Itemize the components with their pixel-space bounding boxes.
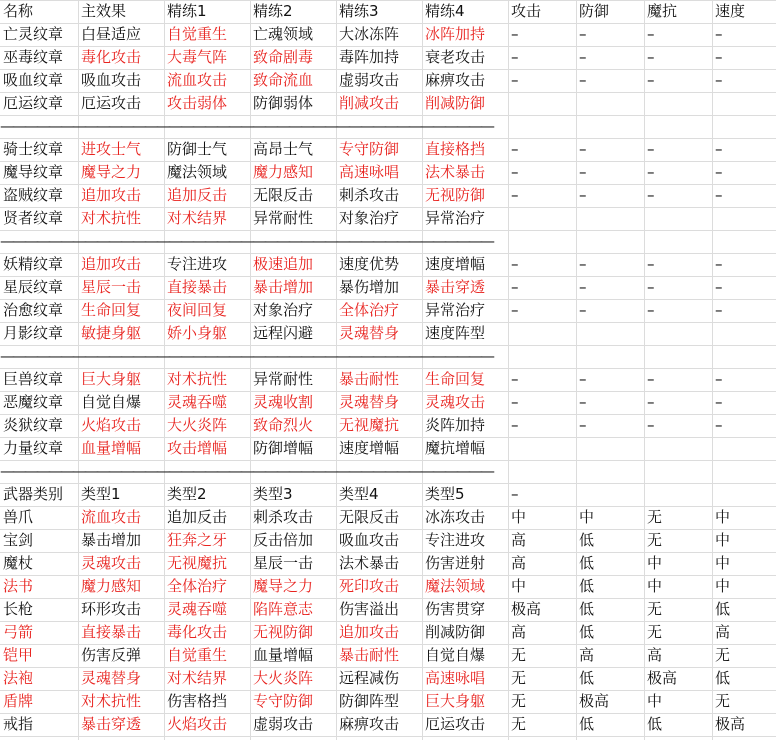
weapon-row-cell-7[interactable]: 低	[579, 623, 595, 641]
weapon-row-cell-8[interactable]: 低	[647, 715, 663, 733]
weapon-row-cell-6[interactable]: 高	[511, 531, 527, 549]
emblem-row-cell-6[interactable]: –	[511, 71, 519, 89]
emblem-row-cell-1[interactable]: 追加攻击	[81, 255, 142, 273]
emblem-row-cell-7[interactable]	[576, 92, 644, 115]
weapon-row-cell-7[interactable]: 低	[579, 715, 595, 733]
weapon-row-cell-9[interactable]: 中	[715, 508, 731, 526]
emblem-row-cell-2[interactable]: 夜间回复	[167, 301, 228, 319]
emblem-row-cell-9[interactable]	[712, 437, 776, 460]
emblem-row-cell-5[interactable]: 法术暴击	[425, 163, 486, 181]
weapon-row-cell-8[interactable]: 无	[647, 531, 663, 549]
weapon-row-cell-7[interactable]: 低	[579, 600, 595, 618]
emblem-row-cell-0[interactable]: 力量纹章	[3, 439, 64, 457]
weapon-row-cell-6[interactable]: 中	[511, 577, 527, 595]
weapons-header-row-cell-3[interactable]: 类型3	[253, 485, 293, 503]
weapon-row-cell-3[interactable]: 陷阵意志	[253, 600, 314, 618]
weapon-row-cell-3[interactable]: 反击倍加	[253, 531, 314, 549]
emblem-row-cell-1[interactable]: 对术抗性	[81, 209, 142, 227]
emblem-row-cell-3[interactable]: 异常耐性	[253, 209, 314, 227]
weapon-row-cell-6[interactable]: 无	[511, 715, 527, 733]
weapon-row-cell-0[interactable]: 法书	[3, 577, 34, 595]
weapon-row-cell-0[interactable]: 兽爪	[3, 508, 34, 526]
emblem-row-cell-7[interactable]	[576, 322, 644, 345]
emblem-row-cell-5[interactable]: 麻痹攻击	[425, 71, 486, 89]
separator-row: —————————————————————————————————————————	[0, 347, 492, 365]
emblem-row-cell-8[interactable]	[644, 92, 712, 115]
emblem-row-cell-8[interactable]: –	[647, 255, 655, 273]
emblem-row-cell-3[interactable]: 致命烈火	[253, 416, 314, 434]
weapon-row-cell-6[interactable]: 高	[511, 554, 527, 572]
weapon-row-cell-8[interactable]: 高	[647, 646, 663, 664]
emblem-row-cell-6[interactable]	[508, 322, 576, 345]
emblem-row-cell-2[interactable]: 魔法领域	[167, 163, 228, 181]
emblem-row-cell-8[interactable]: –	[647, 278, 655, 296]
emblem-row-cell-6[interactable]: –	[511, 140, 519, 158]
emblem-row-cell-9[interactable]: –	[715, 301, 723, 319]
emblem-row-cell-7[interactable]	[576, 207, 644, 230]
emblem-row-cell-7[interactable]: –	[579, 278, 587, 296]
weapon-row-cell-5[interactable]: 自觉自爆	[425, 646, 486, 664]
weapon-row-cell-9[interactable]: 低	[715, 600, 731, 618]
emblem-row-cell-9[interactable]: –	[715, 163, 723, 181]
emblem-row-cell-1[interactable]: 生命回复	[81, 301, 142, 319]
emblem-row-cell-5[interactable]: 无视防御	[425, 186, 486, 204]
emblem-row-cell-2[interactable]: 追加反击	[167, 186, 228, 204]
emblem-row-cell-1[interactable]: 血量增幅	[81, 439, 142, 457]
emblem-row-cell-5[interactable]: 速度增幅	[425, 255, 486, 273]
emblem-row-cell-1[interactable]: 白昼适应	[81, 25, 142, 43]
emblem-row-cell-7[interactable]: –	[579, 71, 587, 89]
emblem-row-cell-9[interactable]: –	[715, 71, 723, 89]
separator-row: —————————————————————————————————————————	[0, 232, 492, 250]
emblem-row-cell-7[interactable]: –	[579, 48, 587, 66]
emblem-row-cell-9[interactable]: –	[715, 140, 723, 158]
emblem-row-cell-9[interactable]: –	[715, 255, 723, 273]
emblem-row-cell-0[interactable]: 魔导纹章	[3, 163, 64, 181]
weapon-row-cell-4[interactable]: 法术暴击	[339, 554, 400, 572]
emblem-row-cell-5[interactable]: 魔抗增幅	[425, 439, 486, 457]
weapon-row-cell-9[interactable]: 中	[715, 531, 731, 549]
emblem-row-cell-4[interactable]: 对象治疗	[339, 209, 400, 227]
weapon-row-cell-5[interactable]: 巨大身躯	[425, 692, 486, 710]
header-row-cell-6[interactable]: 攻击	[511, 2, 542, 20]
weapon-row-cell-9[interactable]: 无	[715, 692, 731, 710]
emblem-row-cell-2[interactable]: 大火炎阵	[167, 416, 228, 434]
emblem-row-cell-5[interactable]: 削减防御	[425, 94, 486, 112]
weapon-row-cell-1[interactable]: 魔力感知	[81, 577, 142, 595]
emblem-row-cell-5[interactable]: 速度阵型	[425, 324, 486, 342]
weapon-row-cell-5[interactable]: 魔法领域	[425, 577, 486, 595]
emblem-row-cell-7[interactable]: –	[579, 186, 587, 204]
weapon-row-cell-2[interactable]: 追加反击	[167, 508, 228, 526]
weapon-row-cell-2[interactable]: 自觉重生	[167, 646, 228, 664]
weapon-row-cell-4[interactable]: 无限反击	[339, 508, 400, 526]
weapon-row-cell-5[interactable]: 伤害贯穿	[425, 600, 486, 618]
emblem-row-cell-8[interactable]: –	[647, 301, 655, 319]
emblem-row-cell-1[interactable]: 毒化攻击	[81, 48, 142, 66]
weapon-row-cell-9[interactable]: 中	[715, 554, 731, 572]
weapon-row-cell-0[interactable]: 法袍	[3, 669, 34, 687]
weapon-row-cell-9[interactable]: 无	[715, 646, 731, 664]
weapon-row-cell-1[interactable]: 灵魂攻击	[81, 554, 142, 572]
emblem-row-cell-4[interactable]: 削减攻击	[339, 94, 400, 112]
weapon-row-cell-4[interactable]: 麻痹攻击	[339, 715, 400, 733]
emblem-row-cell-1[interactable]: 追加攻击	[81, 186, 142, 204]
separator-row: —————————————————————————————————————————	[0, 462, 492, 480]
weapon-row-cell-5[interactable]: 厄运攻击	[425, 715, 486, 733]
emblem-row-cell-2[interactable]: 流血攻击	[167, 71, 228, 89]
emblem-row-cell-6[interactable]: –	[511, 393, 519, 411]
emblem-row-cell-2[interactable]: 自觉重生	[167, 25, 228, 43]
weapon-row-cell-5[interactable]: 伤害迸射	[425, 554, 486, 572]
emblem-row-cell-0[interactable]: 妖精纹章	[3, 255, 64, 273]
weapon-row-cell-6[interactable]: 极高	[511, 600, 542, 618]
emblem-row-cell-1[interactable]: 敏捷身躯	[81, 324, 142, 342]
emblem-row-cell-3[interactable]: 防御增幅	[253, 439, 314, 457]
row-gridline	[0, 736, 776, 737]
emblem-row-cell-4[interactable]: 全体治疗	[339, 301, 400, 319]
weapon-row-cell-0[interactable]: 宝剑	[3, 531, 34, 549]
weapon-row-cell-8[interactable]: 中	[647, 554, 663, 572]
emblem-row-cell-2[interactable]: 大毒气阵	[167, 48, 228, 66]
emblem-row-cell-9[interactable]: –	[715, 48, 723, 66]
weapon-row-cell-8[interactable]: 中	[647, 692, 663, 710]
weapon-row-cell-9[interactable]: 高	[715, 623, 731, 641]
emblem-row-cell-2[interactable]: 专注进攻	[167, 255, 228, 273]
emblem-row-cell-1[interactable]: 魔导之力	[81, 163, 142, 181]
emblem-row-cell-2[interactable]: 攻击弱体	[167, 94, 228, 112]
emblem-row-cell-8[interactable]: –	[647, 48, 655, 66]
emblem-row-cell-4[interactable]: 速度优势	[339, 255, 400, 273]
emblem-row-cell-7[interactable]: –	[579, 370, 587, 388]
weapons-header-row-cell-8[interactable]	[644, 483, 712, 506]
weapon-row-cell-4[interactable]: 暴击耐性	[339, 646, 400, 664]
weapon-row-cell-1[interactable]: 伤害反弹	[81, 646, 142, 664]
emblem-row-cell-8[interactable]	[644, 207, 712, 230]
emblem-row-cell-9[interactable]: –	[715, 416, 723, 434]
emblem-row-cell-1[interactable]: 自觉自爆	[81, 393, 142, 411]
weapon-row-cell-0[interactable]: 长枪	[3, 600, 34, 618]
weapon-row-cell-7[interactable]: 低	[579, 554, 595, 572]
weapon-row-cell-4[interactable]: 远程减伤	[339, 669, 400, 687]
emblem-row-cell-6[interactable]: –	[511, 25, 519, 43]
emblem-row-cell-9[interactable]	[712, 92, 776, 115]
emblem-row-cell-0[interactable]: 治愈纹章	[3, 301, 64, 319]
header-row-cell-4[interactable]: 精练3	[339, 2, 379, 20]
emblem-row-cell-4[interactable]: 毒阵加持	[339, 48, 400, 66]
weapon-row-cell-7[interactable]: 低	[579, 577, 595, 595]
weapon-row-cell-1[interactable]: 暴击增加	[81, 531, 142, 549]
weapon-row-cell-6[interactable]: 无	[511, 692, 527, 710]
weapons-header-row-cell-1[interactable]: 类型1	[81, 485, 121, 503]
emblem-row-cell-2[interactable]: 攻击增幅	[167, 439, 228, 457]
separator-row: —————————————————————————————————————————	[0, 117, 492, 135]
emblem-row-cell-2[interactable]: 灵魂吞噬	[167, 393, 228, 411]
emblem-row-cell-6[interactable]: –	[511, 278, 519, 296]
emblem-row-cell-2[interactable]: 娇小身躯	[167, 324, 228, 342]
emblem-row-cell-0[interactable]: 亡灵纹章	[3, 25, 64, 43]
weapon-row-cell-8[interactable]: 中	[647, 577, 663, 595]
weapon-row-cell-7[interactable]: 中	[579, 508, 595, 526]
weapon-row-cell-1[interactable]: 环形攻击	[81, 600, 142, 618]
weapon-row-cell-3[interactable]: 刺杀攻击	[253, 508, 314, 526]
emblem-row-cell-1[interactable]: 吸血攻击	[81, 71, 142, 89]
emblem-row-cell-4[interactable]: 灵魂替身	[339, 393, 400, 411]
emblem-row-cell-3[interactable]: 魔力感知	[253, 163, 314, 181]
emblem-row-cell-5[interactable]: 暴击穿透	[425, 278, 486, 296]
weapon-row-cell-1[interactable]: 暴击穿透	[81, 715, 142, 733]
weapon-row-cell-0[interactable]: 盾牌	[3, 692, 34, 710]
emblem-row-cell-3[interactable]: 致命剧毒	[253, 48, 314, 66]
emblem-row-cell-9[interactable]	[712, 207, 776, 230]
emblem-row-cell-6[interactable]	[508, 437, 576, 460]
emblem-row-cell-3[interactable]: 异常耐性	[253, 370, 314, 388]
emblem-row-cell-9[interactable]: –	[715, 370, 723, 388]
emblem-row-cell-5[interactable]: 异常治疗	[425, 301, 486, 319]
emblem-row-cell-5[interactable]: 炎阵加持	[425, 416, 486, 434]
emblem-row-cell-0[interactable]: 月影纹章	[3, 324, 64, 342]
weapon-row-cell-6[interactable]: 中	[511, 508, 527, 526]
weapon-row-cell-4[interactable]: 死印攻击	[339, 577, 400, 595]
weapon-row-cell-9[interactable]: 极高	[715, 715, 746, 733]
emblem-row-cell-2[interactable]: 直接暴击	[167, 278, 228, 296]
header-row-cell-9[interactable]: 速度	[715, 2, 746, 20]
weapons-header-row-cell-2[interactable]: 类型2	[167, 485, 207, 503]
emblem-row-cell-9[interactable]: –	[715, 25, 723, 43]
emblem-row-cell-3[interactable]: 高昂士气	[253, 140, 314, 158]
emblem-row-cell-4[interactable]: 无视魔抗	[339, 416, 400, 434]
weapon-row-cell-3[interactable]: 星辰一击	[253, 554, 314, 572]
emblem-row-cell-8[interactable]: –	[647, 71, 655, 89]
header-row-cell-2[interactable]: 精练1	[167, 2, 207, 20]
emblem-row-cell-5[interactable]: 衰老攻击	[425, 48, 486, 66]
emblem-row-cell-8[interactable]	[644, 322, 712, 345]
weapon-row-cell-8[interactable]: 无	[647, 600, 663, 618]
emblem-row-cell-4[interactable]: 高速咏唱	[339, 163, 400, 181]
emblem-row-cell-7[interactable]: –	[579, 255, 587, 273]
emblem-row-cell-8[interactable]: –	[647, 393, 655, 411]
emblem-row-cell-3[interactable]: 远程闪避	[253, 324, 314, 342]
weapons-header-row-cell-9[interactable]	[712, 483, 776, 506]
emblem-row-cell-6[interactable]: –	[511, 186, 519, 204]
header-row-cell-8[interactable]: 魔抗	[647, 2, 678, 20]
emblem-row-cell-4[interactable]: 速度增幅	[339, 439, 400, 457]
weapons-header-row-cell-0[interactable]: 武器类别	[3, 485, 64, 503]
emblem-row-cell-4[interactable]: 暴击耐性	[339, 370, 400, 388]
weapon-row-cell-4[interactable]: 吸血攻击	[339, 531, 400, 549]
emblem-row-cell-4[interactable]: 专守防御	[339, 140, 400, 158]
emblem-row-cell-6[interactable]: –	[511, 416, 519, 434]
weapon-row-cell-0[interactable]: 魔杖	[3, 554, 34, 572]
emblem-row-cell-0[interactable]: 贤者纹章	[3, 209, 64, 227]
emblem-row-cell-0[interactable]: 盗贼纹章	[3, 186, 64, 204]
emblem-row-cell-6[interactable]: –	[511, 301, 519, 319]
emblem-row-cell-2[interactable]: 对术结界	[167, 209, 228, 227]
weapon-row-cell-8[interactable]: 极高	[647, 669, 678, 687]
emblem-row-cell-1[interactable]: 进攻士气	[81, 140, 142, 158]
weapon-row-cell-5[interactable]: 削减防御	[425, 623, 486, 641]
emblem-row-cell-0[interactable]: 厄运纹章	[3, 94, 64, 112]
emblem-row-cell-5[interactable]: 异常治疗	[425, 209, 486, 227]
emblem-row-cell-6[interactable]: –	[511, 48, 519, 66]
weapons-header-row-cell-7[interactable]	[576, 483, 644, 506]
emblem-row-cell-1[interactable]: 星辰一击	[81, 278, 142, 296]
emblem-row-cell-8[interactable]: –	[647, 25, 655, 43]
emblem-row-cell-6[interactable]: –	[511, 370, 519, 388]
weapon-row-cell-2[interactable]: 伤害格挡	[167, 692, 228, 710]
weapon-row-cell-9[interactable]: 低	[715, 669, 731, 687]
weapon-row-cell-3[interactable]: 无视防御	[253, 623, 314, 641]
emblem-row-cell-1[interactable]: 巨大身躯	[81, 370, 142, 388]
weapon-row-cell-2[interactable]: 无视魔抗	[167, 554, 228, 572]
weapons-header-row-cell-4[interactable]: 类型4	[339, 485, 379, 503]
weapon-row-cell-1[interactable]: 灵魂替身	[81, 669, 142, 687]
weapon-row-cell-6[interactable]: 无	[511, 669, 527, 687]
weapon-row-cell-6[interactable]: 无	[511, 646, 527, 664]
emblem-row-cell-8[interactable]: –	[647, 370, 655, 388]
emblem-row-cell-9[interactable]: –	[715, 393, 723, 411]
weapon-row-cell-7[interactable]: 高	[579, 646, 595, 664]
weapon-row-cell-8[interactable]: 无	[647, 623, 663, 641]
header-row-cell-3[interactable]: 精练2	[253, 2, 293, 20]
emblem-row-cell-8[interactable]: –	[647, 186, 655, 204]
emblem-row-cell-8[interactable]: –	[647, 140, 655, 158]
emblem-row-cell-3[interactable]: 致命流血	[253, 71, 314, 89]
emblem-row-cell-1[interactable]: 火焰攻击	[81, 416, 142, 434]
emblem-row-cell-7[interactable]: –	[579, 393, 587, 411]
weapon-row-cell-3[interactable]: 虚弱攻击	[253, 715, 314, 733]
emblem-row-cell-3[interactable]: 灵魂收割	[253, 393, 314, 411]
weapon-row-cell-3[interactable]: 大火炎阵	[253, 669, 314, 687]
emblem-row-cell-3[interactable]: 对象治疗	[253, 301, 314, 319]
emblem-row-cell-0[interactable]: 炎狱纹章	[3, 416, 64, 434]
emblem-row-cell-8[interactable]: –	[647, 416, 655, 434]
weapon-row-cell-0[interactable]: 弓箭	[3, 623, 34, 641]
emblem-row-cell-6[interactable]: –	[511, 255, 519, 273]
weapon-row-cell-4[interactable]: 防御阵型	[339, 692, 400, 710]
weapon-row-cell-5[interactable]: 冰冻攻击	[425, 508, 486, 526]
emblem-row-cell-2[interactable]: 防御士气	[167, 140, 228, 158]
header-row-cell-0[interactable]: 名称	[3, 2, 34, 20]
weapon-row-cell-2[interactable]: 毒化攻击	[167, 623, 228, 641]
weapon-row-cell-2[interactable]: 灵魂吞噬	[167, 600, 228, 618]
weapon-row-cell-1[interactable]: 流血攻击	[81, 508, 142, 526]
emblem-row-cell-0[interactable]: 骑士纹章	[3, 140, 64, 158]
emblem-row-cell-5[interactable]: 冰阵加持	[425, 25, 486, 43]
emblem-row-cell-7[interactable]: –	[579, 301, 587, 319]
emblem-row-cell-7[interactable]: –	[579, 25, 587, 43]
emblem-row-cell-9[interactable]	[712, 322, 776, 345]
emblem-row-cell-3[interactable]: 无限反击	[253, 186, 314, 204]
emblem-row-cell-0[interactable]: 巨兽纹章	[3, 370, 64, 388]
header-row-cell-5[interactable]: 精练4	[425, 2, 465, 20]
weapon-row-cell-0[interactable]: 戒指	[3, 715, 34, 733]
emblem-row-cell-8[interactable]	[644, 437, 712, 460]
emblem-row-cell-0[interactable]: 星辰纹章	[3, 278, 64, 296]
emblem-row-cell-1[interactable]: 厄运攻击	[81, 94, 142, 112]
weapon-row-cell-7[interactable]: 极高	[579, 692, 610, 710]
weapon-row-cell-2[interactable]: 火焰攻击	[167, 715, 228, 733]
emblem-row-cell-5[interactable]: 生命回复	[425, 370, 486, 388]
emblem-row-cell-3[interactable]: 亡魂领域	[253, 25, 314, 43]
emblem-row-cell-3[interactable]: 暴击增加	[253, 278, 314, 296]
header-row-cell-7[interactable]: 防御	[579, 2, 610, 20]
emblem-row-cell-7[interactable]: –	[579, 140, 587, 158]
weapon-row-cell-5[interactable]: 高速咏唱	[425, 669, 486, 687]
weapon-row-cell-6[interactable]: 高	[511, 623, 527, 641]
weapon-row-cell-1[interactable]: 直接暴击	[81, 623, 142, 641]
emblem-row-cell-4[interactable]: 刺杀攻击	[339, 186, 400, 204]
weapon-row-cell-4[interactable]: 追加攻击	[339, 623, 400, 641]
weapon-row-cell-2[interactable]: 狂奔之牙	[167, 531, 228, 549]
emblem-row-cell-0[interactable]: 巫毒纹章	[3, 48, 64, 66]
emblem-row-cell-7[interactable]	[576, 437, 644, 460]
emblem-row-cell-3[interactable]: 极速追加	[253, 255, 314, 273]
emblem-row-cell-4[interactable]: 虚弱攻击	[339, 71, 400, 89]
weapon-row-cell-3[interactable]: 魔导之力	[253, 577, 314, 595]
emblem-row-cell-6[interactable]	[508, 207, 576, 230]
emblem-row-cell-7[interactable]: –	[579, 416, 587, 434]
emblem-row-cell-0[interactable]: 吸血纹章	[3, 71, 64, 89]
emblem-row-cell-4[interactable]: 大冰冻阵	[339, 25, 400, 43]
emblem-row-cell-3[interactable]: 防御弱体	[253, 94, 314, 112]
weapon-row-cell-9[interactable]: 中	[715, 577, 731, 595]
weapon-row-cell-0[interactable]: 铠甲	[3, 646, 34, 664]
emblem-row-cell-0[interactable]: 恶魔纹章	[3, 393, 64, 411]
emblem-row-cell-6[interactable]	[508, 92, 576, 115]
weapon-row-cell-5[interactable]: 专注进攻	[425, 531, 486, 549]
weapon-row-cell-4[interactable]: 伤害溢出	[339, 600, 400, 618]
emblem-row-cell-2[interactable]: 对术抗性	[167, 370, 228, 388]
weapon-row-cell-8[interactable]: 无	[647, 508, 663, 526]
emblem-row-cell-4[interactable]: 灵魂替身	[339, 324, 400, 342]
weapon-row-cell-2[interactable]: 对术结界	[167, 669, 228, 687]
weapons-header-row-cell-5[interactable]: 类型5	[425, 485, 465, 503]
weapon-row-cell-7[interactable]: 低	[579, 669, 595, 687]
header-row-cell-1[interactable]: 主效果	[81, 2, 127, 20]
emblem-row-cell-9[interactable]: –	[715, 278, 723, 296]
emblem-row-cell-5[interactable]: 灵魂攻击	[425, 393, 486, 411]
weapon-row-cell-7[interactable]: 低	[579, 531, 595, 549]
emblem-row-cell-8[interactable]: –	[647, 163, 655, 181]
weapons-header-row-cell-6[interactable]: –	[511, 485, 519, 503]
emblem-row-cell-4[interactable]: 暴伤增加	[339, 278, 400, 296]
emblem-row-cell-9[interactable]: –	[715, 186, 723, 204]
weapon-row-cell-3[interactable]: 专守防御	[253, 692, 314, 710]
weapon-row-cell-3[interactable]: 血量增幅	[253, 646, 314, 664]
weapon-row-cell-2[interactable]: 全体治疗	[167, 577, 228, 595]
emblem-row-cell-6[interactable]: –	[511, 163, 519, 181]
emblem-row-cell-5[interactable]: 直接格挡	[425, 140, 486, 158]
weapon-row-cell-1[interactable]: 对术抗性	[81, 692, 142, 710]
emblem-row-cell-7[interactable]: –	[579, 163, 587, 181]
